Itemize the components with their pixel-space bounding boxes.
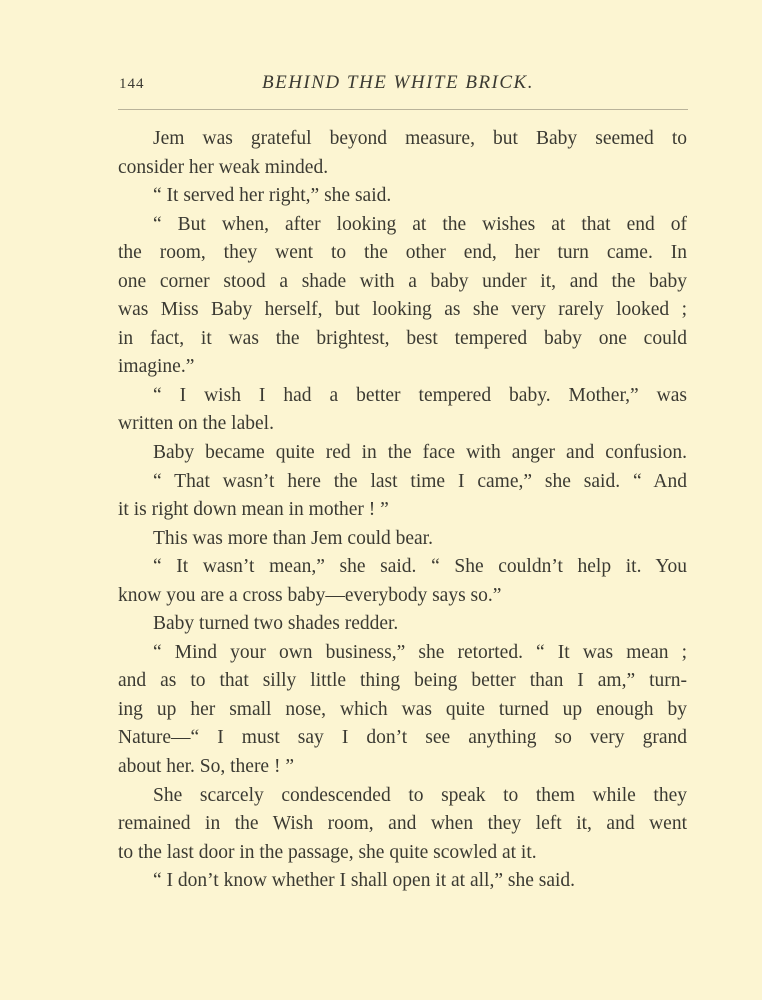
text-line: “ I don’t know whether I shall open it at all,” she said. (153, 870, 576, 892)
text-line: was Miss Baby herself, but looking as she very rarely looked ; (118, 299, 687, 321)
text-line: “ It wasn’t mean,” she said. “ She couldn’t help it. You (153, 556, 687, 578)
text-line: consider her weak minded. (118, 156, 329, 178)
text-line: This was more than Jem could bear. (153, 527, 433, 549)
text-line: the room, they went to the other end, her turn came. In (118, 242, 687, 264)
text-line: “ It served her right,” she said. (153, 185, 392, 207)
text-line: one corner stood a shade with a baby under it, and the baby (118, 270, 687, 292)
text-line: She scarcely condescended to speak to them while they (153, 784, 687, 806)
text-line: Jem was grateful beyond measure, but Baby seemed to (153, 128, 687, 149)
text-line: it is right down mean in mother ! ” (118, 499, 389, 521)
text-line: “ Mind your own business,” she retorted. “ It was mean ; (153, 641, 687, 663)
text-line: Baby turned two shades redder. (153, 613, 399, 635)
text-line: “ But when, after looking at the wishes at that end of (153, 213, 687, 235)
text-line: know you are a cross baby—everybody says so.” (118, 584, 502, 606)
text-line: about her. So, there ! ” (118, 756, 294, 778)
text-line: remained in the Wish room, and when they left it, and went (118, 813, 687, 835)
text-line: and as to that silly little thing being better than I am,” turn- (118, 670, 687, 692)
running-title: BEHIND THE WHITE BRICK. (262, 72, 534, 93)
text-line: Baby became quite red in the face with anger and confusion. (153, 442, 687, 464)
text-line: “ That wasn’t here the last time I came,” she said. “ And (153, 470, 687, 492)
text-line: “ I wish I had a better tempered baby. Mother,” was (153, 384, 687, 406)
page-number: 144 (119, 76, 145, 92)
header-rule (118, 109, 688, 110)
text-line: Nature—“ I must say I don’t see anything so very grand (118, 727, 687, 749)
text-line: written on the label. (118, 413, 274, 435)
text-line: imagine.” (118, 356, 195, 378)
text-line: in fact, it was the brightest, best tempered baby one could (118, 327, 687, 349)
text-line: to the last door in the passage, she quite scowled at it. (118, 841, 537, 863)
text-line: ing up her small nose, which was quite turned up enough by (118, 698, 687, 720)
body-text (118, 125, 687, 896)
